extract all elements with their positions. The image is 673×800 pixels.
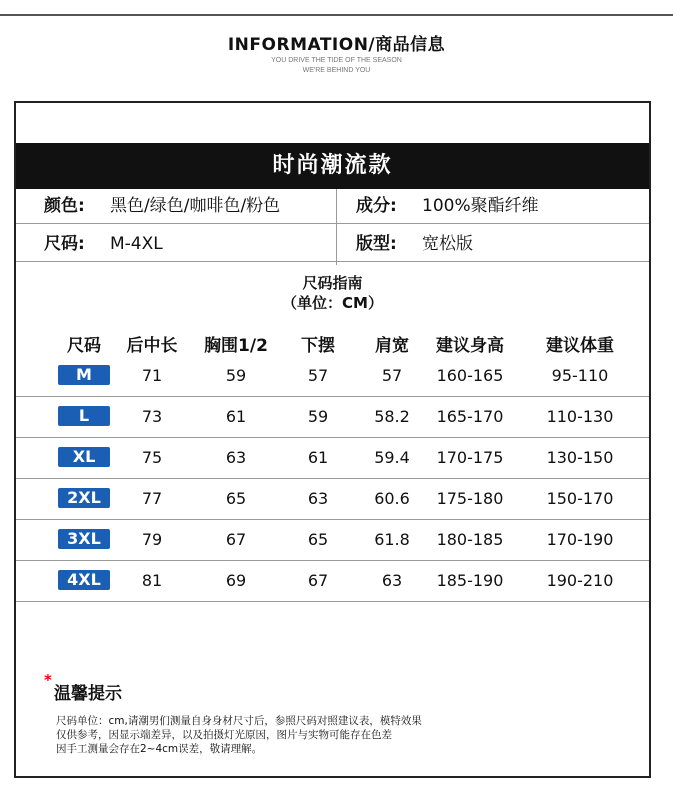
header-length: 后中长 <box>126 336 178 356</box>
cell-shoulder: 58.2 <box>374 407 410 426</box>
tip-text <box>56 714 616 756</box>
cell-hem: 61 <box>307 448 329 467</box>
cell-length: 77 <box>141 489 163 508</box>
cell-weight: 130-150 <box>546 448 614 467</box>
cell-hem: 65 <box>307 530 329 549</box>
size-badge: L <box>58 406 110 426</box>
header-chest: 胸围1/2 <box>204 336 268 356</box>
size-badge: XL <box>58 447 110 467</box>
header-hem: 下摆 <box>301 336 335 356</box>
cell-hem: 59 <box>307 407 329 426</box>
title-en: INFORMATION <box>227 35 369 55</box>
cell-chest: 69 <box>225 571 247 590</box>
subtitle-line2: WE'RE BEHIND YOU <box>302 67 371 74</box>
cell-shoulder: 63 <box>381 571 403 590</box>
title-cn: /商品信息 <box>368 35 446 55</box>
cell-length: 73 <box>141 407 163 426</box>
table-header <box>16 331 649 355</box>
cell-weight: 190-210 <box>546 571 614 590</box>
header-weight: 建议体重 <box>546 336 614 356</box>
cell-shoulder: 60.6 <box>374 489 410 508</box>
cell-chest: 61 <box>225 407 247 426</box>
info-row-color <box>16 189 649 224</box>
material-value: 100%聚酯纤维 <box>422 196 539 216</box>
size-guide-title: 尺码指南 <box>302 274 363 292</box>
size-badge: 3XL <box>58 529 110 549</box>
cell-chest: 63 <box>225 448 247 467</box>
cell-shoulder: 61.8 <box>374 530 410 549</box>
material-label: 成分: <box>356 196 397 216</box>
cell-weight: 150-170 <box>546 489 614 508</box>
cell-hem: 57 <box>307 366 329 385</box>
cell-length: 75 <box>141 448 163 467</box>
table-row <box>16 396 649 438</box>
cell-chest: 65 <box>225 489 247 508</box>
page-title <box>0 30 673 55</box>
fit-value: 宽松版 <box>422 234 473 254</box>
cell-height: 175-180 <box>436 489 504 508</box>
cell-length: 79 <box>141 530 163 549</box>
cell-weight: 95-110 <box>551 366 609 385</box>
table-row <box>16 478 649 520</box>
cell-length: 71 <box>141 366 163 385</box>
cell-hem: 67 <box>307 571 329 590</box>
table-row <box>16 437 649 479</box>
size-guide-heading <box>16 273 649 313</box>
style-banner: 时尚潮流款 <box>16 143 649 189</box>
fit-label: 版型: <box>356 234 397 254</box>
table-row <box>16 519 649 561</box>
cell-shoulder: 57 <box>381 366 403 385</box>
cell-height: 170-175 <box>436 448 504 467</box>
cell-shoulder: 59.4 <box>374 448 410 467</box>
tip-title: 温馨提示 <box>54 684 122 704</box>
page-header <box>0 30 673 75</box>
info-card <box>14 101 651 778</box>
header-height: 建议身高 <box>436 336 504 356</box>
header-shoulder: 肩宽 <box>375 336 409 356</box>
cell-chest: 59 <box>225 366 247 385</box>
table-row <box>16 560 649 602</box>
tip-line3: 因手工测量会存在2~4cm误差，敬请理解。 <box>56 743 263 755</box>
table-row <box>16 355 649 397</box>
tip-star: * <box>44 671 52 689</box>
size-value: M-4XL <box>110 234 163 254</box>
header-size: 尺码 <box>67 336 101 356</box>
cell-weight: 110-130 <box>546 407 614 426</box>
cell-height: 160-165 <box>436 366 504 385</box>
cell-height: 165-170 <box>436 407 504 426</box>
color-value: 黑色/绿色/咖啡色/粉色 <box>110 196 281 216</box>
cell-hem: 63 <box>307 489 329 508</box>
cell-height: 185-190 <box>436 571 504 590</box>
size-label: 尺码: <box>44 234 85 254</box>
cell-weight: 170-190 <box>546 530 614 549</box>
size-badge: 4XL <box>58 570 110 590</box>
cell-length: 81 <box>141 571 163 590</box>
size-badge: M <box>58 365 110 385</box>
cell-height: 180-185 <box>436 530 504 549</box>
cell-chest: 67 <box>225 530 247 549</box>
color-label: 颜色: <box>44 196 85 216</box>
tip-line1: 尺码单位：cm,请潮男们测量自身身材尺寸后，参照尺码对照建议表，模特效果 <box>56 715 422 727</box>
top-divider <box>0 14 673 16</box>
subtitle-line1: YOU DRIVE THE TIDE OF THE SEASON <box>271 57 402 64</box>
tip-line2: 仅供参考，因显示端差异，以及拍摄灯光原因，图片与实物可能存在色差 <box>56 729 392 741</box>
info-divider <box>336 189 337 265</box>
size-badge: 2XL <box>58 488 110 508</box>
size-guide-unit: （单位：CM） <box>282 294 383 312</box>
info-row-size <box>16 227 649 262</box>
